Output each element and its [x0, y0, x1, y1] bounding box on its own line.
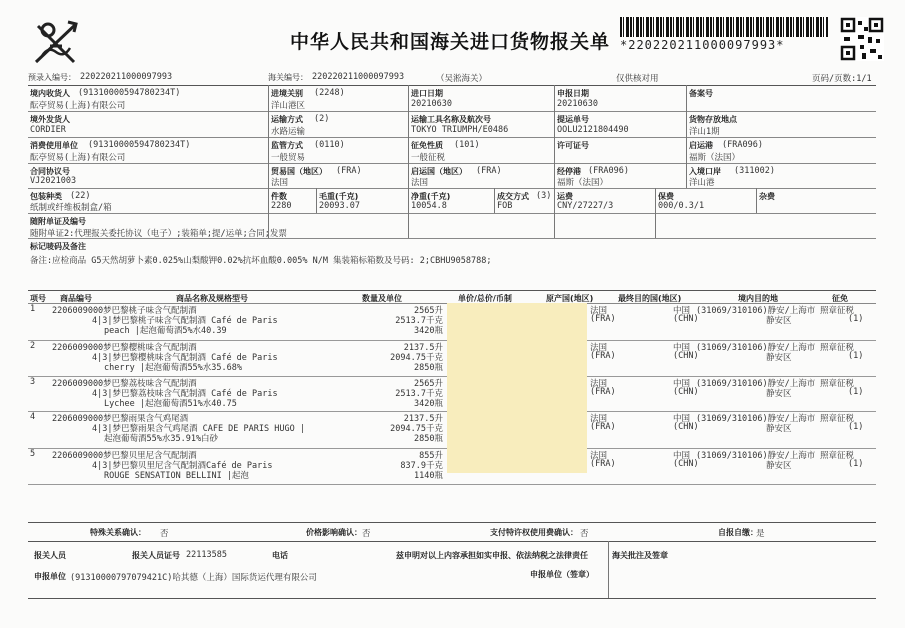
marks: 备注:应检商品 G5天然胡萝卜素0.025%山梨酸钾0.02%抗坏血酸0.005% N/M 集装箱标箱数及号码: 2;CBHU9058788;: [30, 256, 492, 266]
self-pay-label: 自报自缴：: [718, 528, 758, 537]
item-no: 2: [30, 341, 36, 351]
item-name-line3: peach |起泡葡萄酒5%水40.39: [104, 326, 227, 336]
item-domestic: (31069/310106)静安/上海市: [696, 343, 816, 353]
price-impact: 否: [362, 529, 371, 539]
self-pay: 是: [756, 529, 765, 539]
item-name-line3: 起泡葡萄酒55%水35.91%白砂: [104, 434, 219, 444]
gross-label: 毛重(千克): [319, 192, 359, 201]
customs-office: （吴淞海关）: [436, 74, 488, 84]
item-dest: 中国: [673, 343, 691, 353]
transport-mode-code: (2): [314, 114, 330, 124]
redacted-price-area: [447, 303, 587, 473]
gross: 20093.07: [319, 201, 360, 211]
consignee-code: (91310000594780234T): [78, 88, 181, 98]
item-dest-code: (CHN): [673, 422, 699, 432]
item-domestic-district: 静安区: [766, 424, 792, 434]
item-no: 1: [30, 304, 36, 314]
bl-label: 提运单号: [557, 115, 589, 124]
item-qty-liters: 2137.5升: [403, 414, 443, 424]
vessel: TOKYO TRIUMPH/E0486: [411, 125, 509, 135]
item-name-line2: 4|3|梦巴黎雨果含气鸡尾酒 CAFE DE PARIS HUGO |: [92, 424, 305, 434]
via-port: 福斯（法国）: [557, 178, 609, 188]
contract: VJ2021003: [30, 176, 77, 186]
item-name-line1: 2206009000梦巴黎雨果含气鸡尾酒: [52, 414, 189, 424]
item-origin: 法国: [590, 451, 608, 461]
import-date-label: 进口日期: [411, 89, 443, 98]
item-levy-code: (1): [848, 351, 864, 361]
user-name: 酝亭贸易(上海)有限公司: [30, 153, 126, 163]
item-no: 3: [30, 377, 36, 387]
entry-port-code: (2248): [314, 88, 345, 98]
customs-emblem: [28, 16, 84, 72]
net: 10054.8: [411, 201, 447, 211]
col-origin: 原产国(地区): [546, 294, 594, 303]
entry-port2-label: 入境口岸: [689, 167, 721, 176]
item-origin-code: (FRA): [590, 314, 616, 324]
statement: 兹申明对以上内容承担如实申报、依法纳税之法律责任: [396, 551, 588, 560]
item-origin: 法国: [590, 306, 608, 316]
special: 否: [160, 529, 169, 539]
dep-port: 福斯（法国）: [689, 153, 741, 163]
transport-mode: 水路运输: [271, 127, 306, 137]
vessel-label: 运输工具名称及航次号: [411, 115, 491, 124]
agent-label: 申报单位: [34, 572, 66, 581]
declarant-cert-label: 报关人员证号: [132, 551, 180, 560]
deal-code: (3): [536, 191, 552, 201]
item-name-line3: ROUGE SENSATION BELLINI |起泡: [104, 471, 249, 481]
item-name-line1: 2206009000梦巴黎樱桃味含气配制酒: [52, 343, 197, 353]
levy-label: 征免性质: [411, 141, 443, 150]
item-name-line1: 2206009000梦巴黎桃子味含气配制酒: [52, 306, 197, 316]
dep-country-code: (FRA): [476, 166, 502, 176]
item-levy-code: (1): [848, 314, 864, 324]
pieces: 2280: [271, 201, 292, 211]
stamp-label: 申报单位（签章）: [530, 570, 594, 579]
declarant-cert: 22113585: [186, 550, 227, 560]
transport-mode-label: 运输方式: [271, 115, 303, 124]
customs-no-label: 海关编号：: [268, 73, 308, 82]
col-no: 项号: [30, 294, 46, 303]
item-domestic: (31069/310106)静安/上海市: [696, 451, 816, 461]
item-name-line1: 2206009000梦巴黎贝里尼含气配制酒: [52, 451, 197, 461]
customs-no: 220220211000097993: [312, 72, 405, 82]
supervision-label: 监管方式: [271, 141, 303, 150]
item-name-line2: 4|3|梦巴黎贝里尼含气配制酒Café de Paris: [92, 461, 273, 471]
col-price: 单价/总价/币制: [458, 294, 512, 303]
deal: FOB: [497, 201, 513, 211]
storage: 洋山1期: [689, 127, 720, 137]
item-name-line3: Lychee |起泡葡萄酒51%水40.75: [104, 399, 237, 409]
shipper: CORDIER: [30, 125, 66, 135]
declarant-label: 报关人员: [34, 551, 66, 560]
item-levy-code: (1): [848, 459, 864, 469]
item-dest-code: (CHN): [673, 351, 699, 361]
item-dest-code: (CHN): [673, 314, 699, 324]
declare-date: 20210630: [557, 99, 598, 109]
col-dest: 最终目的国(地区): [618, 294, 682, 303]
trade-country-label: 贸易国（地区）: [271, 167, 327, 176]
item-dest: 中国: [673, 379, 691, 389]
item-levy: 照章征税: [820, 414, 855, 424]
trade-country-code: (FRA): [336, 166, 362, 176]
form-title: 中华人民共和国海关进口货物报关单: [290, 31, 611, 53]
pre-entry-label: 预录入编号：: [28, 73, 76, 82]
agent: (91310000797079421C)哈其德（上海）国际货运代理有限公司: [70, 573, 317, 583]
levy-code: (101): [454, 140, 480, 150]
entry-port: 洋山港区: [271, 101, 306, 111]
trade-country: 法国: [271, 178, 289, 188]
barcode-number: *220220211000097993*: [620, 38, 785, 52]
docs-label: 随附单证及编号: [30, 217, 86, 226]
item-no: 4: [30, 412, 36, 422]
item-domestic-district: 静安区: [766, 316, 792, 326]
freight-label: 运费: [557, 192, 573, 201]
item-name-line2: 4|3|梦巴黎樱桃味含气配制酒 Café de Paris: [92, 353, 278, 363]
item-qty-liters: 2565升: [414, 306, 443, 316]
consignee-name: 酝亭贸易(上海)有限公司: [30, 101, 126, 111]
item-dest: 中国: [673, 451, 691, 461]
item-qty-bottles: 2850瓶: [414, 434, 443, 444]
item-qty-kg: 2094.75千克: [390, 424, 443, 434]
user-code: (91310000594780234T): [88, 140, 191, 150]
item-name-line2: 4|3|梦巴黎桃子味含气配制酒 Café de Paris: [92, 316, 278, 326]
via-port-code: (FRA096): [588, 166, 629, 176]
bl-no: OOLU2121804490: [557, 125, 629, 135]
item-origin: 法国: [590, 343, 608, 353]
item-origin-code: (FRA): [590, 387, 616, 397]
item-name-line2: 4|3|梦巴黎荔枝味含气配制酒 Café de Paris: [92, 389, 278, 399]
item-levy: 照章征税: [820, 306, 855, 316]
license-label: 许可证号: [557, 141, 589, 150]
item-domestic: (31069/310106)静安/上海市: [696, 306, 816, 316]
freight: CNY/27227/3: [557, 201, 614, 211]
item-origin-code: (FRA): [590, 351, 616, 361]
item-qty-kg: 2094.75千克: [390, 353, 443, 363]
supervision: 一般贸易: [271, 153, 306, 163]
barcode: [620, 17, 828, 37]
item-levy: 照章征税: [820, 343, 855, 353]
item-qty-liters: 855升: [419, 451, 443, 461]
page-indicator: 页码/页数:1/1: [812, 74, 872, 84]
marks-label: 标记唛码及备注: [30, 242, 86, 251]
col-domestic: 境内目的地: [738, 294, 778, 303]
col-name: 商品名称及规格型号: [176, 294, 248, 303]
item-qty-liters: 2565升: [414, 379, 443, 389]
item-qty-kg: 2513.7千克: [395, 316, 443, 326]
col-levy: 征免: [832, 294, 848, 303]
consignee-label: 境内收货人: [30, 89, 70, 98]
package-label: 包装种类: [30, 192, 62, 201]
pieces-label: 件数: [271, 192, 287, 201]
levy: 一般征税: [411, 153, 446, 163]
customs-sign-label: 海关批注及签章: [612, 551, 668, 560]
item-domestic-district: 静安区: [766, 461, 792, 471]
item-origin: 法国: [590, 379, 608, 389]
net-label: 净重(千克): [411, 192, 451, 201]
entry-port-label: 进境关别: [271, 89, 303, 98]
deal-label: 成交方式: [497, 192, 529, 201]
verify-note: 仅供核对用: [616, 74, 659, 84]
special-label: 特殊关系确认：: [90, 528, 146, 537]
shipper-label: 境外发货人: [30, 115, 70, 124]
item-qty-bottles: 1140瓶: [414, 471, 443, 481]
royalty: 否: [580, 529, 589, 539]
entry-port2-code: (311002): [734, 166, 775, 176]
insurance: 000/0.3/1: [658, 201, 705, 211]
package-code: (22): [70, 191, 91, 201]
item-origin: 法国: [590, 414, 608, 424]
insurance-label: 保费: [658, 192, 674, 201]
item-qty-kg: 2513.7千克: [395, 389, 443, 399]
dep-port-label: 启运港: [689, 141, 713, 150]
item-domestic: (31069/310106)静安/上海市: [696, 379, 816, 389]
item-qty-kg: 837.9千克: [400, 461, 443, 471]
storage-label: 货物存放地点: [689, 115, 737, 124]
item-levy: 照章征税: [820, 379, 855, 389]
dep-country: 法国: [411, 178, 429, 188]
col-qty: 数量及单位: [362, 294, 402, 303]
misc-label: 杂费: [759, 192, 775, 201]
item-levy-code: (1): [848, 387, 864, 397]
item-qty-bottles: 3420瓶: [414, 399, 443, 409]
item-domestic-district: 静安区: [766, 353, 792, 363]
item-domestic-district: 静安区: [766, 389, 792, 399]
item-no: 5: [30, 449, 36, 459]
item-levy: 照章征税: [820, 451, 855, 461]
item-domestic: (31069/310106)静安/上海市: [696, 414, 816, 424]
docs: 随附单证2:代理报关委托协议（电子）;装箱单;提/运单;合同;发票: [30, 229, 287, 239]
item-qty-bottles: 2850瓶: [414, 363, 443, 373]
user-label: 消费使用单位: [30, 141, 78, 150]
dep-country-label: 启运国（地区）: [411, 167, 467, 176]
entry-port2: 洋山港: [689, 178, 715, 188]
item-name-line1: 2206009000梦巴黎荔枝味含气配制酒: [52, 379, 197, 389]
item-origin-code: (FRA): [590, 422, 616, 432]
import-date: 20210630: [411, 99, 452, 109]
item-dest-code: (CHN): [673, 387, 699, 397]
item-dest: 中国: [673, 306, 691, 316]
item-origin-code: (FRA): [590, 459, 616, 469]
item-qty-bottles: 3420瓶: [414, 326, 443, 336]
col-code: 商品编号: [60, 294, 92, 303]
item-levy-code: (1): [848, 422, 864, 432]
item-qty-liters: 2137.5升: [403, 343, 443, 353]
via-port-label: 经停港: [557, 167, 581, 176]
contract-label: 合同协议号: [30, 167, 70, 176]
dep-port-code: (FRA096): [722, 140, 763, 150]
item-name-line3: cherry |起泡葡萄酒55%水35.68%: [104, 363, 242, 373]
item-dest: 中国: [673, 414, 691, 424]
pre-entry-no: 220220211000097993: [80, 72, 173, 82]
price-impact-label: 价格影响确认：: [306, 528, 362, 537]
royalty-label: 支付特许权使用费确认：: [490, 528, 578, 537]
declare-date-label: 申报日期: [557, 89, 589, 98]
qr-code-icon: [840, 17, 884, 61]
supervision-code: (0110): [314, 140, 345, 150]
record-no-label: 备案号: [689, 89, 713, 98]
phone-label: 电话: [272, 551, 288, 560]
item-dest-code: (CHN): [673, 459, 699, 469]
package: 纸制或纤维板制盒/箱: [30, 203, 112, 213]
